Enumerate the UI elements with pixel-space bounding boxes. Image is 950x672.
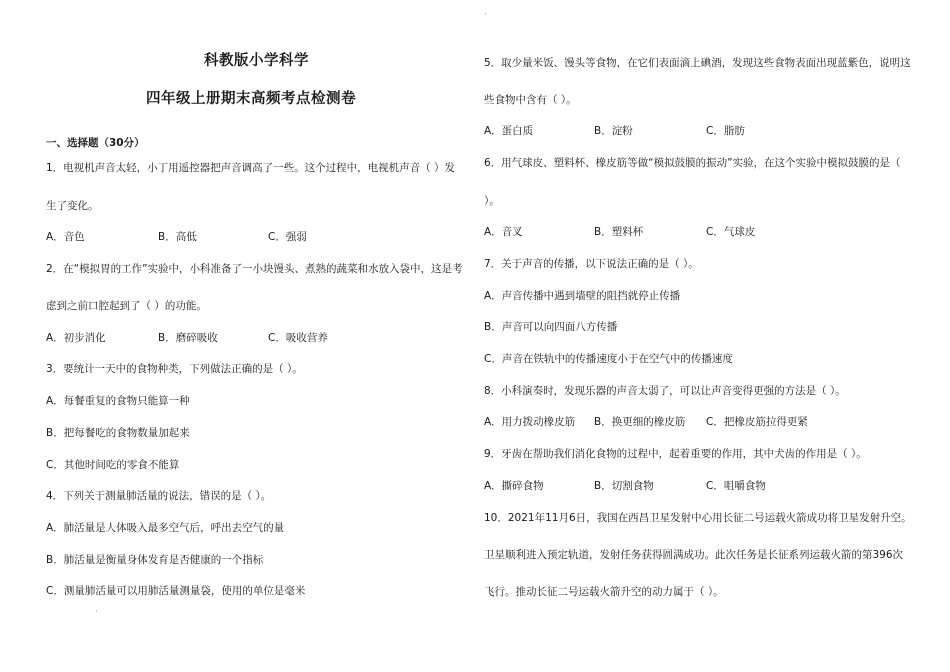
q10-stem-line3: 飞行。推动长征二号运载火箭升空的动力属于（ ）。 (484, 586, 724, 598)
q7-option-b: B．声音可以向四面八方传播 (484, 321, 618, 333)
q7-option-c: C．声音在铁轨中的传播速度小于在空气中的传播速度 (484, 353, 733, 365)
q2-option-b: B．磨碎吸收 (158, 332, 218, 344)
q3-option-a: A．每餐重复的食物只能算一种 (46, 395, 190, 407)
q4-stem: 4．下列关于测量肺活量的说法，错误的是（ ）。 (46, 490, 272, 502)
q5-option-c: C．脂肪 (706, 125, 745, 137)
q9-stem: 9．牙齿在帮助我们消化食物的过程中，起着重要的作用，其中犬齿的作用是（ ）。 (484, 448, 867, 460)
q8-option-c: C．把橡皮筋拉得更紧 (706, 416, 808, 428)
q1-option-b: B．高低 (158, 231, 197, 243)
q6-option-b: B．塑料杯 (594, 226, 644, 238)
page-dot: · (95, 607, 98, 617)
q6-stem-line1: 6．用气球皮、塑料杯、橡皮筋等做“模拟鼓膜的振动”实验，在这个实验中模拟鼓膜的是（ (484, 157, 901, 169)
q2-option-c: C．吸收营养 (268, 332, 328, 344)
q9-option-b: B．切割食物 (594, 480, 654, 492)
q5-stem-line2: 些食物中含有（ ）。 (484, 94, 577, 106)
q4-option-b: B．肺活量是衡量身体发育是否健康的一个指标 (46, 554, 264, 566)
q8-stem: 8．小科演奏时，发现乐器的声音太弱了，可以让声音变得更强的方法是（ ）。 (484, 385, 846, 397)
q1-stem-line1: 1．电视机声音太轻，小丁用遥控器把声音调高了一些。这个过程中，电视机声音（ ）发 (46, 162, 456, 174)
q4-option-a: A．肺活量是人体吸入最多空气后，呼出去空气的量 (46, 522, 285, 534)
q5-option-a: A．蛋白质 (484, 125, 534, 137)
q3-option-c: C．其他时间吃的零食不能算 (46, 459, 180, 471)
q5-stem-line1: 5．取少量米饭、馒头等食物，在它们表面滴上碘酒，发现这些食物表面出现蓝紫色，说明这 (484, 57, 911, 69)
q1-option-c: C．强弱 (268, 231, 307, 243)
q10-stem-line1: 10．2021年11月6日，我国在西昌卫星发射中心用长征二号运载火箭成功将卫星发射升空。 (484, 512, 912, 524)
exam-subject-title: 科教版小学科学 (204, 53, 309, 69)
q4-option-c: C．测量肺活量可以用肺活量测量袋，使用的单位是毫米 (46, 585, 306, 597)
q1-stem-line2: 生了变化。 (46, 200, 99, 212)
q2-option-a: A．初步消化 (46, 332, 106, 344)
q1-option-a: A．音色 (46, 231, 85, 243)
q10-stem-line2: 卫星顺利进入预定轨道，发射任务获得圆满成功。此次任务是长征系列运载火箭的第396次 (484, 549, 904, 561)
q9-option-c: C．咀嚼食物 (706, 480, 766, 492)
q6-stem-line2: ）。 (484, 195, 500, 207)
q6-option-a: A．音叉 (484, 226, 523, 238)
section-heading: 一、选择题（30分） (46, 137, 145, 149)
q7-option-a: A．声音传播中遇到墙壁的阻挡就停止传播 (484, 290, 681, 302)
q7-stem: 7．关于声音的传播，以下说法正确的是（ ）。 (484, 258, 699, 270)
exam-title: 四年级上册期末高频考点检测卷 (146, 91, 356, 107)
q2-stem-line1: 2．在“模拟胃的工作”实验中，小科准备了一小块馒头、煮熟的蔬菜和水放入袋中，这是考 (46, 263, 463, 275)
q6-option-c: C．气球皮 (706, 226, 756, 238)
q2-stem-line2: 虑到之前口腔起到了（ ）的功能。 (46, 300, 207, 312)
q3-stem: 3．要统计一天中的食物种类，下列做法正确的是（ ）。 (46, 363, 303, 375)
q5-option-b: B．淀粉 (594, 125, 633, 137)
page-dot: · (484, 10, 487, 20)
q3-option-b: B．把每餐吃的食物数量加起来 (46, 427, 190, 439)
q8-option-b: B．换更细的橡皮筋 (594, 416, 686, 428)
q9-option-a: A．撕碎食物 (484, 480, 544, 492)
q8-option-a: A．用力拨动橡皮筋 (484, 416, 576, 428)
